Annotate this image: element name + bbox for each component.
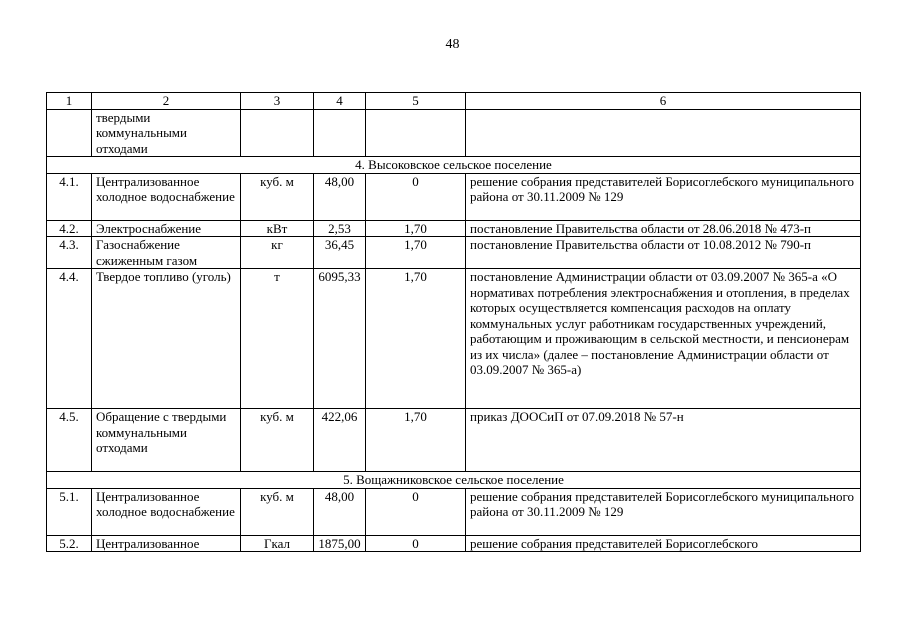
norm-value [314,109,366,157]
service-name: Твердое топливо (уголь) [92,269,241,409]
table-row [47,173,861,220]
norm-value: 422,06 [314,409,366,472]
norm-value: 48,00 [314,488,366,535]
unit: куб. м [241,488,314,535]
unit: кг [241,237,314,269]
coefficient: 0 [366,535,466,552]
column-header: 5 [366,93,466,110]
section-title: 4. Высоковское сельское поселение [47,157,861,174]
service-name: Централизованное холодное водоснабжение [92,488,241,535]
legal-basis: решение собрания представителей Борисоглебского муниципального района от 30.11.2009 № 129 [466,488,861,535]
table-row [47,488,861,535]
page-number: 48 [445,37,460,52]
row-number: 4.4. [47,269,92,409]
row-number [47,109,92,157]
coefficient: 0 [366,173,466,220]
table-row [47,109,861,157]
norm-value: 6095,33 [314,269,366,409]
coefficient: 1,70 [366,409,466,472]
row-number: 5.2. [47,535,92,552]
table-header-row [47,93,861,110]
service-name: Централизованное [92,535,241,552]
legal-basis: решение собрания представителей Борисоглебского муниципального района от 30.11.2009 № 129 [466,173,861,220]
service-name: Обращение с твердыми коммунальными отходами [92,409,241,472]
coefficient [366,109,466,157]
legal-basis: постановление Правительства области от 28.06.2018 № 473-п [466,220,861,237]
column-header: 1 [47,93,92,110]
unit: т [241,269,314,409]
section-title: 5. Вощажниковское сельское поселение [47,472,861,489]
row-number: 4.5. [47,409,92,472]
coefficient: 1,70 [366,237,466,269]
unit: куб. м [241,409,314,472]
service-name: Электроснабжение [92,220,241,237]
service-name: твердыми коммунальными отходами [92,109,241,157]
table-row [47,535,861,552]
table-row [47,409,861,472]
row-number: 4.1. [47,173,92,220]
column-header: 4 [314,93,366,110]
coefficient: 1,70 [366,220,466,237]
unit: кВт [241,220,314,237]
service-name: Централизованное холодное водоснабжение [92,173,241,220]
legal-basis: постановление Правительства области от 10.08.2012 № 790-п [466,237,861,269]
section-row [47,472,861,489]
coefficient: 1,70 [366,269,466,409]
norms-table [46,92,861,552]
legal-basis: постановление Администрации области от 03.09.2007 № 365-а «О нормативах потребления электроснабжения и отопления, в пределах которых осуществляется компенсация расходов на оплату коммунальных услуг работникам государственных учреждений, работающим и проживающим в сельской местности, и пенсионерам из их числа» (далее – постановление Администрации области от 03.09.2007 № 365-а) [466,269,861,409]
row-number: 4.3. [47,237,92,269]
section-row [47,157,861,174]
norm-value: 1875,00 [314,535,366,552]
norm-value: 48,00 [314,173,366,220]
norm-value: 2,53 [314,220,366,237]
row-number: 5.1. [47,488,92,535]
coefficient: 0 [366,488,466,535]
row-number: 4.2. [47,220,92,237]
table-row [47,269,861,409]
column-header: 3 [241,93,314,110]
column-header: 2 [92,93,241,110]
legal-basis: приказ ДООСиП от 07.09.2018 № 57-н [466,409,861,472]
column-header: 6 [466,93,861,110]
table-row [47,237,861,269]
unit: куб. м [241,173,314,220]
legal-basis: решение собрания представителей Борисоглебского [466,535,861,552]
legal-basis [466,109,861,157]
service-name: Газоснабжение сжиженным газом [92,237,241,269]
norm-value: 36,45 [314,237,366,269]
unit: Гкал [241,535,314,552]
table-row [47,220,861,237]
unit [241,109,314,157]
